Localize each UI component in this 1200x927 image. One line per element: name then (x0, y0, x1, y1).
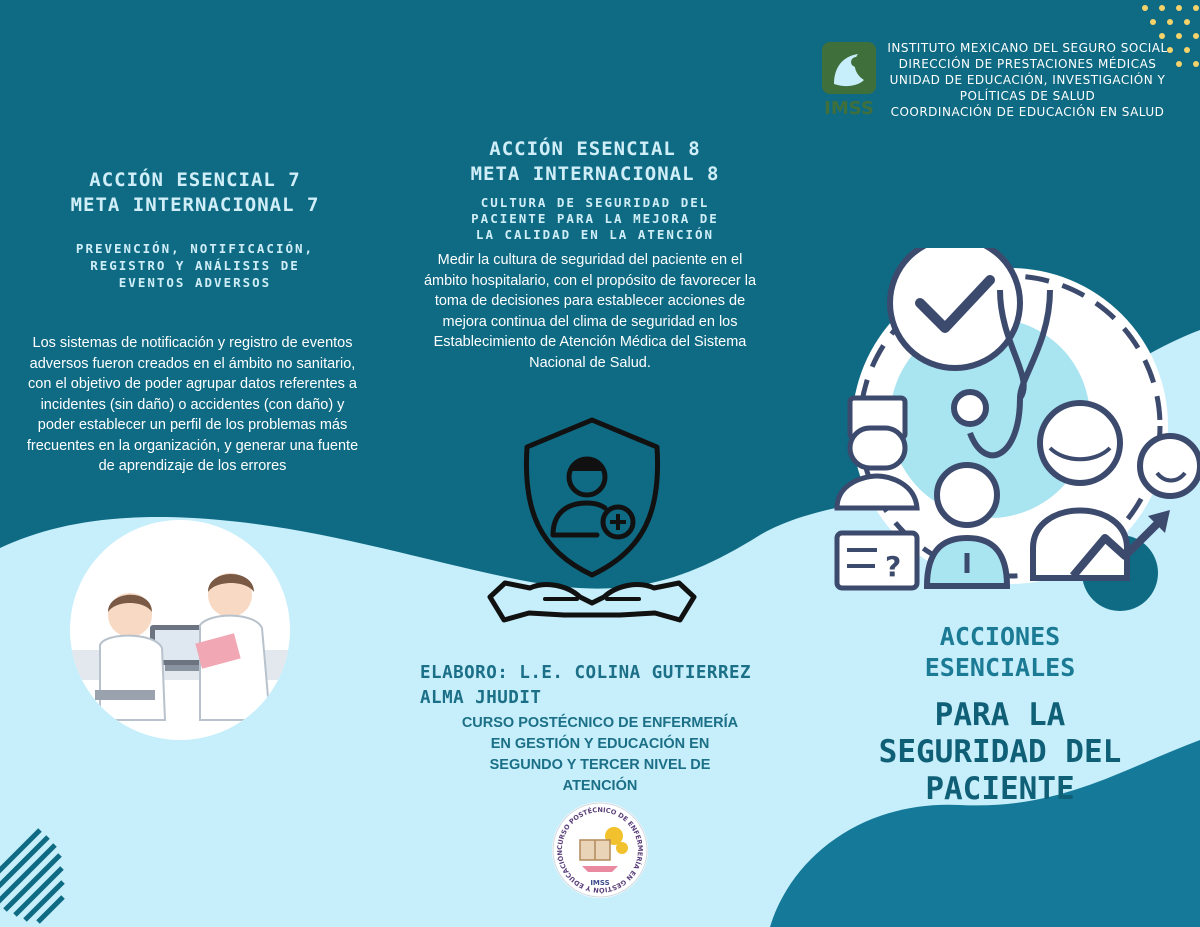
author-block (420, 661, 800, 711)
middle-body-line: ámbito hospitalario, con el propósito de favorecer la (423, 272, 757, 289)
middle-body-line: Nacional de Salud. (529, 354, 651, 371)
logo-text: IMSS (824, 98, 874, 118)
institution-block (885, 40, 1170, 120)
left-body-line: Los sistemas de notificación y registro de eventos (32, 335, 353, 351)
left-title-line1: ACCIÓN ESENCIAL 7 (89, 169, 301, 191)
left-subtitle-line: EVENTOS ADVERSOS (118, 275, 272, 290)
headline-line: SEGURIDAD DEL (878, 734, 1122, 770)
left-title-line2: META INTERNACIONAL 7 (70, 194, 320, 216)
middle-panel-subtitle (430, 195, 760, 243)
institution-line: POLÍTICAS DE SALUD (959, 89, 1096, 103)
left-subtitle-line: REGISTRO Y ANÁLISIS DE (90, 258, 300, 273)
imss-logo-icon (818, 40, 880, 118)
patient-safety-shield-icon (485, 415, 700, 630)
left-panel-subtitle (40, 240, 350, 291)
institution-line: DIRECCIÓN DE PRESTACIONES MÉDICAS (898, 57, 1157, 71)
course-line: CURSO POSTÉCNICO DE ENFERMERÍA (461, 715, 739, 731)
institution-line: COORDINACIÓN DE EDUCACIÓN EN SALUD (890, 105, 1165, 119)
headline-line: PACIENTE (925, 771, 1075, 807)
middle-subtitle-line: PACIENTE PARA LA MEJORA DE (471, 211, 719, 226)
medical-team-illustration (815, 248, 1200, 618)
nurses-illustration (70, 520, 290, 740)
institution-line: UNIDAD DE EDUCACIÓN, INVESTIGACIÓN Y (889, 73, 1166, 87)
middle-panel-body (405, 250, 775, 373)
left-body-line: incidentes (sin daño) o accidentes (con daño) y (40, 396, 345, 413)
course-line: ATENCIÓN (562, 778, 638, 794)
stethoscope-icon (954, 392, 986, 424)
left-body-line: de aprendizaje de los errores (98, 458, 287, 474)
smiley-icon (1140, 436, 1200, 496)
headline-line: PARA LA (934, 697, 1066, 733)
middle-body-line: mejora continua del clima de seguridad en los (442, 313, 738, 330)
left-body-line: frecuentes en la organización, y generar una fuente (26, 437, 359, 454)
middle-panel-title (430, 137, 760, 187)
course-line: EN GESTIÓN Y EDUCACIÓN EN (490, 736, 710, 752)
institution-line: INSTITUTO MEXICANO DEL SEGURO SOCIAL (887, 41, 1168, 55)
right-panel-headline (830, 697, 1170, 808)
course-seal-logo (550, 800, 650, 900)
left-panel-title (40, 168, 350, 218)
middle-subtitle-line: CULTURA DE SEGURIDAD DEL (480, 195, 710, 210)
seal-ring-text: CURSO POSTÉCNICO DE ENFERMERÍA EN GESTIÓN Y EDUCACIÓN (555, 805, 645, 895)
svg-text:?: ? (885, 550, 902, 583)
middle-title-line2: META INTERNACIONAL 8 (470, 163, 720, 185)
left-body-line: poder establecer un perfil de los problemas más (37, 417, 348, 433)
right-panel-title (880, 621, 1120, 683)
course-line: SEGUNDO Y TERCER NIVEL DE (489, 757, 711, 773)
seal-label: IMSS (590, 879, 610, 887)
author-line1: ELABORO: L.E. COLINA GUTIERREZ (420, 663, 752, 683)
left-body-line: con el objetivo de poder agrupar datos referentes a (28, 376, 357, 392)
author-line2: ALMA JHUDIT (420, 688, 542, 708)
left-panel-body (10, 333, 375, 477)
course-block (430, 713, 770, 797)
middle-title-line1: ACCIÓN ESENCIAL 8 (489, 138, 701, 160)
middle-body-line: Medir la cultura de seguridad del paciente en el (437, 252, 743, 268)
left-body-line: adversos fueron creados en el ámbito no sanitario, (29, 355, 356, 372)
middle-body-line: toma de decisiones para establecer acciones de (434, 293, 746, 309)
right-title-line2: ESENCIALES (924, 653, 1076, 682)
middle-body-line: Establecimiento de Atención Médica del Sistema (433, 334, 747, 350)
left-subtitle-line: PREVENCIÓN, NOTIFICACIÓN, (75, 241, 315, 256)
right-title-line1: ACCIONES (939, 622, 1061, 651)
middle-subtitle-line: LA CALIDAD EN LA ATENCIÓN (475, 227, 715, 242)
